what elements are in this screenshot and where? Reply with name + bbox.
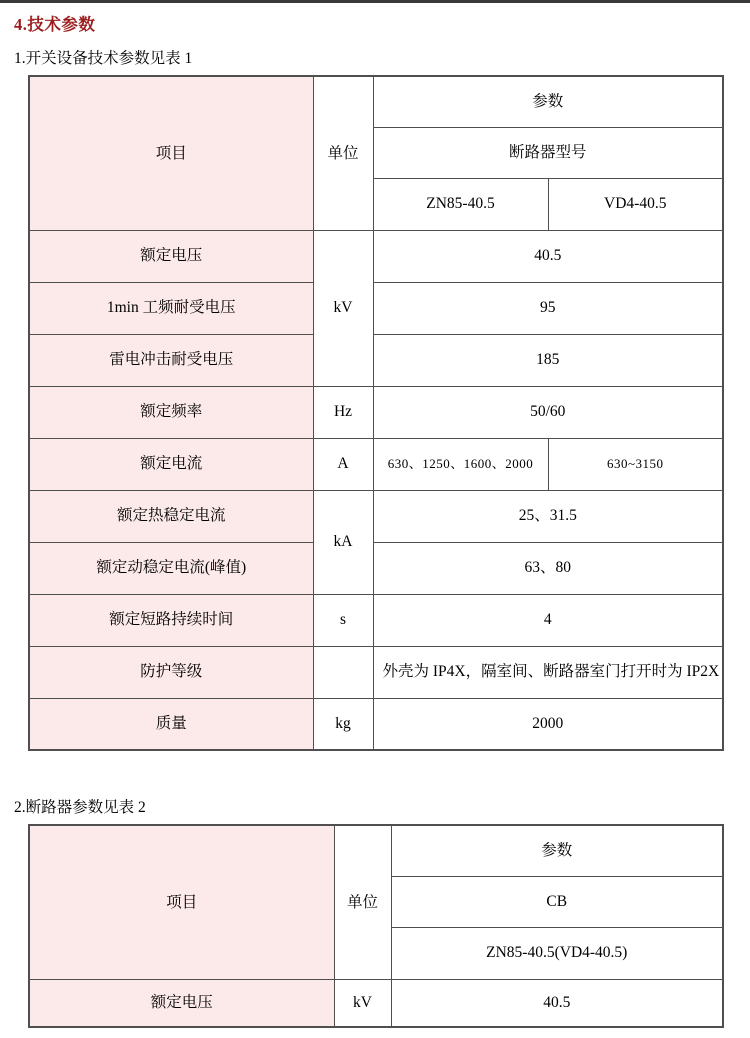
table1-caption: 1.开关设备技术参数见表 1 [14, 50, 193, 67]
row-unit: kV [313, 230, 373, 386]
table-row-rated-frequency [29, 386, 723, 438]
row-value-vd4: 630~3150 [548, 438, 723, 490]
table2-caption: 2.断路器参数见表 2 [14, 799, 146, 816]
table2-header-cb: CB [391, 876, 723, 927]
table-row-dynamic-withstand-current [29, 542, 723, 594]
row-value: 50/60 [373, 386, 723, 438]
table-row-short-circuit-duration [29, 594, 723, 646]
table1-header-row-1 [29, 76, 723, 127]
table1-header-unit: 单位 [313, 76, 373, 230]
row-value: 40.5 [391, 979, 723, 1027]
row-unit: Hz [313, 386, 373, 438]
table-row-rated-voltage-cb [29, 979, 723, 1027]
row-unit: s [313, 594, 373, 646]
table-row-protection-degree [29, 646, 723, 698]
table2-header-row-1 [29, 825, 723, 876]
table2-header-param: 参数 [391, 825, 723, 876]
table2-header-model: ZN85-40.5(VD4-40.5) [391, 927, 723, 979]
row-item-label: 额定频率 [29, 386, 313, 438]
table1-header-param: 参数 [373, 76, 723, 127]
row-value: 63、80 [373, 542, 723, 594]
table2-header-unit: 单位 [334, 825, 391, 979]
table-row-thermal-withstand-current [29, 490, 723, 542]
table1-header-model-a: ZN85-40.5 [373, 178, 548, 230]
table1-header-breaker-model: 断路器型号 [373, 127, 723, 178]
row-unit: kg [313, 698, 373, 750]
table1-header-item: 项目 [29, 76, 313, 230]
table-row-rated-current [29, 438, 723, 490]
row-unit [313, 646, 373, 698]
row-item-label: 质量 [29, 698, 313, 750]
row-item-label: 雷电冲击耐受电压 [29, 334, 313, 386]
row-value-zn85: 630、1250、1600、2000 [373, 438, 548, 490]
row-value: 95 [373, 282, 723, 334]
row-unit: kA [313, 490, 373, 594]
row-item-label: 额定热稳定电流 [29, 490, 313, 542]
page-top-rule [0, 0, 750, 3]
row-item-label: 额定动稳定电流(峰值) [29, 542, 313, 594]
row-item-label: 额定电流 [29, 438, 313, 490]
table-row-rated-voltage [29, 230, 723, 282]
row-value: 2000 [373, 698, 723, 750]
switchgear-parameters-table [28, 75, 724, 751]
row-item-label: 额定电压 [29, 979, 334, 1027]
row-item-label: 防护等级 [29, 646, 313, 698]
row-value: 25、31.5 [373, 490, 723, 542]
row-value: 外壳为 IP4X，隔室间、断路器室门打开时为 IP2X [373, 646, 723, 698]
row-unit: kV [334, 979, 391, 1027]
section-title: 4.技术参数 [14, 15, 96, 34]
row-unit: A [313, 438, 373, 490]
row-item-label: 额定电压 [29, 230, 313, 282]
row-value: 185 [373, 334, 723, 386]
row-value: 4 [373, 594, 723, 646]
row-item-label: 1min 工频耐受电压 [29, 282, 313, 334]
breaker-parameters-table [28, 824, 724, 1028]
row-value: 40.5 [373, 230, 723, 282]
table1-header-model-b: VD4-40.5 [548, 178, 723, 230]
table-row-mass [29, 698, 723, 750]
table-row-lightning-impulse-withstand [29, 334, 723, 386]
table-row-power-frequency-withstand [29, 282, 723, 334]
row-item-label: 额定短路持续时间 [29, 594, 313, 646]
table2-header-item: 项目 [29, 825, 334, 979]
